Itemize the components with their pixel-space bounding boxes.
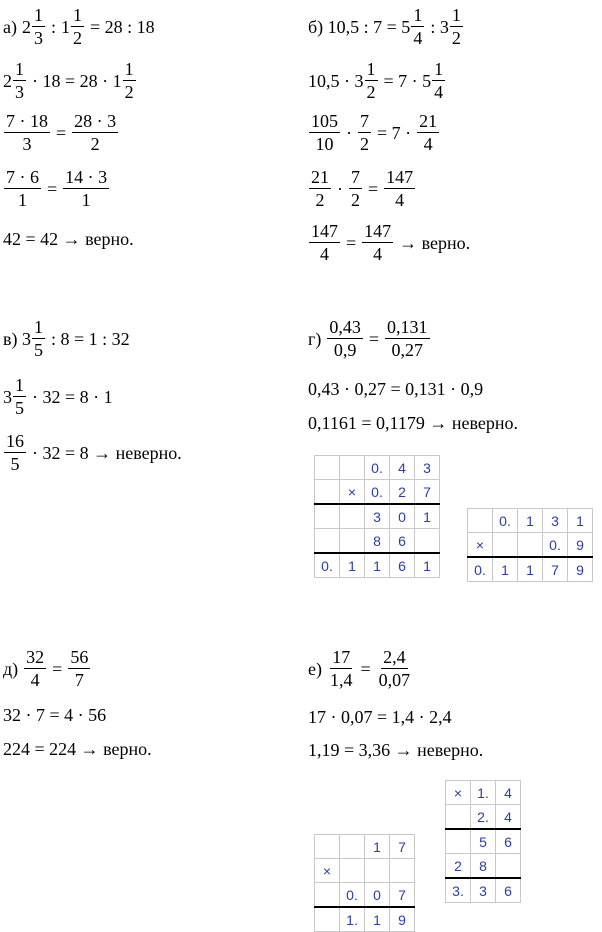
grid-cell xyxy=(468,509,493,533)
grid-cell: 1 xyxy=(365,553,390,578)
grid-cell xyxy=(315,835,340,859)
grid-cell xyxy=(340,529,365,554)
e-line-1: е) $\frac{17}{1,4}$ = $\frac{2,4}{0,07}$ xyxy=(308,647,411,690)
grid-cell: 4 xyxy=(390,456,415,480)
multiplication-grid-17-007 xyxy=(314,834,415,932)
grid-cell xyxy=(315,529,340,554)
grid-cell: 1. xyxy=(340,907,365,932)
grid-cell: × xyxy=(340,480,365,505)
grid-cell xyxy=(390,859,415,883)
grid-cell: 0 xyxy=(390,504,415,529)
grid-cell xyxy=(315,504,340,529)
grid-cell: 3. xyxy=(446,878,471,903)
b-line-1: б) 10,5 : 7 = 5 $\frac{1}{4}$ : 3 $\frac{1}{2}$ xyxy=(308,5,461,48)
a-mixed-2: 1 $\frac{1}{2}$ xyxy=(61,5,82,48)
b-line-3: $\frac{105}{10}$ · $\frac{7}{2}$ = 7 · $\frac{21}{4}$ xyxy=(311,111,438,154)
grid-cell xyxy=(315,480,340,505)
g-label: г) xyxy=(308,328,322,349)
grid-cell: 0. xyxy=(365,456,390,480)
grid-cell xyxy=(518,533,543,558)
grid-cell: 5 xyxy=(471,829,496,854)
a-line-2: 2 $\frac{1}{3}$ · 18 = 28 · 1 $\frac{1}{2}$ xyxy=(3,59,134,102)
grid-cell: 6 xyxy=(496,878,521,903)
e-line-3: 1,19 = 3,36 → неверно. xyxy=(308,740,484,760)
grid-cell xyxy=(340,859,365,883)
v-line-3: $\frac{16}{5}$ · 32 = 8 → неверно. xyxy=(6,431,182,474)
grid-cell xyxy=(446,805,471,830)
grid-cell: 2. xyxy=(471,805,496,830)
v-line-1: в) 3 $\frac{1}{5}$ : 8 = 1 : 32 xyxy=(3,317,130,360)
grid-cell: × xyxy=(468,533,493,558)
grid-cell: 9 xyxy=(568,557,593,582)
grid-cell: 1. xyxy=(471,781,496,805)
grid-cell: 1 xyxy=(340,553,365,578)
grid-cell: 1 xyxy=(365,835,390,859)
grid-cell: × xyxy=(315,859,340,883)
grid-cell: 7 xyxy=(543,557,568,582)
a-label: а) xyxy=(3,16,17,37)
v-label: в) 3 xyxy=(3,328,31,349)
grid-cell: 9 xyxy=(568,533,593,558)
grid-cell: 0. xyxy=(365,480,390,505)
a-line-4: $\frac{7 \cdot 6}{1}$ = $\frac{14 \cdot 3}{1}$ xyxy=(6,167,108,210)
b-line-5: $\frac{147}{4}$ = $\frac{147}{4}$ → верно. xyxy=(311,221,471,264)
grid-cell xyxy=(496,854,521,879)
grid-cell xyxy=(493,533,518,558)
grid-cell: 6 xyxy=(390,553,415,578)
a-line-3: $\frac{7 \cdot 18}{3}$ = $\frac{28 \cdot 3}{2}$ xyxy=(6,111,117,154)
grid-cell: 0. xyxy=(315,553,340,578)
grid-cell xyxy=(315,456,340,480)
multiplication-grid-0131-09 xyxy=(467,508,593,582)
grid-cell: 1 xyxy=(493,557,518,582)
grid-cell: 6 xyxy=(390,529,415,554)
grid-cell xyxy=(365,859,390,883)
grid-cell: 8 xyxy=(471,854,496,879)
grid-cell: 8 xyxy=(365,529,390,554)
grid-cell: 7 xyxy=(415,480,440,505)
d-label: д) xyxy=(3,658,19,679)
grid-cell xyxy=(340,456,365,480)
grid-cell: 2 xyxy=(446,854,471,879)
grid-cell: 4 xyxy=(496,781,521,805)
grid-cell: 9 xyxy=(390,907,415,932)
g-line-1: г) $\frac{0,43}{0,9}$ = $\frac{0,131}{0,27}$ xyxy=(308,317,428,360)
grid-cell: 0. xyxy=(340,883,365,908)
grid-cell: 1 xyxy=(415,504,440,529)
grid-cell xyxy=(340,835,365,859)
grid-cell: 7 xyxy=(390,883,415,908)
e-label: е) xyxy=(308,658,322,679)
b-line-4: $\frac{21}{2}$ · $\frac{7}{2}$ = $\frac{147}{4}$ xyxy=(311,167,414,210)
grid-cell: 3 xyxy=(471,878,496,903)
g-line-2: 0,43 · 0,27 = 0,131 · 0,9 xyxy=(308,379,484,399)
grid-cell: 1 xyxy=(518,557,543,582)
a-mixed-1: 2 $\frac{1}{3}$ xyxy=(21,5,43,48)
d-line-2: 32 · 7 = 4 · 56 xyxy=(3,705,107,725)
g-line-3: 0,1161 = 0,1179 → неверно. xyxy=(308,413,518,433)
grid-cell: 4 xyxy=(496,805,521,830)
e-line-2: 17 · 0,07 = 1,4 · 2,4 xyxy=(308,707,452,727)
grid-cell: 7 xyxy=(390,835,415,859)
grid-cell: 1 xyxy=(365,907,390,932)
grid-cell: 0. xyxy=(468,557,493,582)
a-line-5: 42 = 42 → верно. xyxy=(3,229,134,249)
multiplication-grid-24-14 xyxy=(445,780,521,903)
grid-cell: 0. xyxy=(543,533,568,558)
grid-cell: × xyxy=(446,781,471,805)
grid-cell: 6 xyxy=(496,829,521,854)
d-line-3: 224 = 224 → верно. xyxy=(3,739,152,759)
grid-cell xyxy=(340,504,365,529)
grid-cell: 0 xyxy=(365,883,390,908)
grid-cell xyxy=(415,529,440,554)
multiplication-grid-043-027 xyxy=(314,455,440,578)
grid-cell: 3 xyxy=(543,509,568,533)
v-line-2: 3 $\frac{1}{5}$ · 32 = 8 · 1 xyxy=(3,375,113,418)
b-line-2: 10,5 · 3 $\frac{1}{2}$ = 7 · 5 $\frac{1}{4}$ xyxy=(308,59,444,102)
grid-cell xyxy=(315,883,340,908)
grid-cell: 3 xyxy=(365,504,390,529)
grid-cell: 1 xyxy=(415,553,440,578)
grid-cell: 3 xyxy=(415,456,440,480)
grid-cell xyxy=(315,907,340,932)
d-line-1: д) $\frac{32}{4}$ = $\frac{56}{7}$ xyxy=(3,647,89,690)
grid-cell: 0. xyxy=(493,509,518,533)
grid-cell xyxy=(446,829,471,854)
grid-cell: 1 xyxy=(518,509,543,533)
a-line-1: а) 2 $\frac{1}{3}$ : 1 $\frac{1}{2}$ = 28 : 18 xyxy=(3,5,155,48)
grid-cell: 2 xyxy=(390,480,415,505)
grid-cell: 1 xyxy=(568,509,593,533)
b-label: б) 10,5 : 7 = 5 xyxy=(308,16,411,37)
